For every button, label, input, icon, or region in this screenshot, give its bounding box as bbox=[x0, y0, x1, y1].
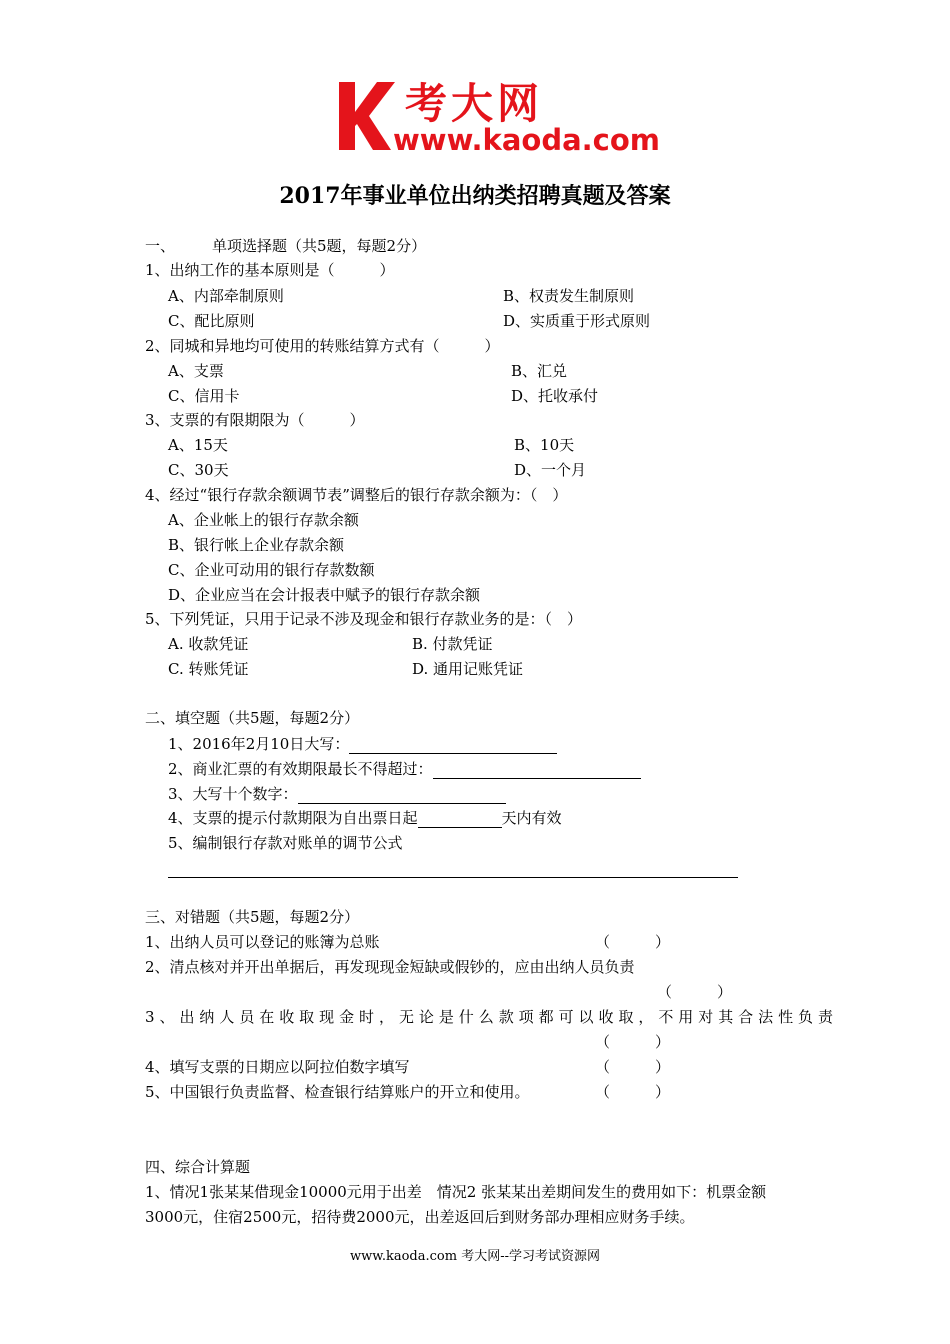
option-b: B、10天 bbox=[514, 436, 575, 454]
option-a: A. 收款凭证 bbox=[168, 635, 249, 653]
question-stem: 4、经过“银行存款余额调节表”调整后的银行存款余额为：（ ） bbox=[145, 486, 568, 504]
answer-parentheses: （ ） bbox=[595, 1083, 671, 1101]
option-d: D、一个月 bbox=[514, 461, 587, 479]
option-c: C、信用卡 bbox=[168, 387, 240, 405]
k-logo-icon bbox=[333, 78, 397, 154]
fill-question bbox=[168, 784, 506, 804]
fill-question bbox=[168, 734, 557, 754]
true-false-question: 1、出纳人员可以登记的账簿为总账 bbox=[145, 933, 380, 951]
answer-line bbox=[168, 877, 738, 878]
answer-blank bbox=[433, 762, 641, 779]
option-c: C. 转账凭证 bbox=[168, 660, 249, 678]
fill-question-text: 1、2016年2月10日大写： bbox=[168, 735, 350, 753]
question-stem: 3、支票的有限期限为（ ） bbox=[145, 411, 365, 429]
option-b: B、银行帐上企业存款余额 bbox=[168, 536, 345, 554]
question-stem: 1、出纳工作的基本原则是（ ） bbox=[145, 261, 395, 279]
fill-question-text: 4、支票的提示付款期限为自出票日起 bbox=[168, 809, 418, 827]
option-d: D. 通用记账凭证 bbox=[412, 660, 524, 678]
true-false-question: 2、清点核对并开出单据后，再发现现金短缺或假钞的，应由出纳人员负责 bbox=[145, 958, 635, 976]
true-false-question: 5、中国银行负责监督、检查银行结算账户的开立和使用。 bbox=[145, 1083, 530, 1101]
fill-question-text: 2、商业汇票的有效期限最长不得超过： bbox=[168, 760, 433, 778]
section2-heading: 二、填空题（共5题，每题2分） bbox=[145, 709, 360, 727]
question-stem: 2、同城和异地均可使用的转账结算方式有（ ） bbox=[145, 337, 500, 355]
answer-parentheses: （ ） bbox=[657, 983, 733, 1001]
option-a: A、内部牵制原则 bbox=[168, 287, 284, 305]
fill-question-text: 天内有效 bbox=[501, 809, 562, 827]
answer-blank bbox=[298, 787, 506, 804]
section3-heading: 三、对错题（共5题，每题2分） bbox=[145, 908, 360, 926]
section1-heading-number: 一、 bbox=[145, 237, 176, 255]
option-a: A、企业帐上的银行存款余额 bbox=[168, 511, 359, 529]
fill-question-text: 5、编制银行存款对账单的调节公式 bbox=[168, 834, 403, 852]
logo-brand-text: 考大网 bbox=[405, 79, 544, 128]
answer-blank bbox=[349, 737, 557, 754]
option-d: D、企业应当在会计报表中赋予的银行存款余额 bbox=[168, 586, 481, 604]
calc-question-line: 3000元，住宿2500元，招待费2000元，出差返回后到财务部办理相应财务手续。 bbox=[145, 1208, 695, 1226]
answer-parentheses: （ ） bbox=[595, 1058, 671, 1076]
option-b: B、权责发生制原则 bbox=[503, 287, 635, 305]
page-title: 2017年事业单位出纳类招聘真题及答案 bbox=[279, 183, 671, 209]
fill-question bbox=[168, 759, 641, 779]
question-stem: 5、下列凭证，只用于记录不涉及现金和银行存款业务的是：（ ） bbox=[145, 610, 583, 628]
true-false-question: 4、填写支票的日期应以阿拉伯数字填写 bbox=[145, 1058, 410, 1076]
page-footer: www.kaoda.com 考大网--学习考试资源网 bbox=[350, 1249, 600, 1264]
fill-question bbox=[168, 808, 562, 828]
logo-url-text: www.kaoda.com bbox=[393, 123, 660, 157]
option-c: C、配比原则 bbox=[168, 312, 255, 330]
kaoda-logo bbox=[333, 78, 660, 158]
section1-heading: 单项选择题（共5题，每题2分） bbox=[212, 237, 427, 255]
fill-question-text: 3、大写十个数字： bbox=[168, 785, 298, 803]
answer-parentheses: （ ） bbox=[595, 1033, 671, 1051]
answer-blank bbox=[418, 811, 502, 828]
option-c: C、企业可动用的银行存款数额 bbox=[168, 561, 375, 579]
option-a: A、15天 bbox=[168, 436, 228, 454]
option-c: C、30天 bbox=[168, 461, 229, 479]
section4-heading: 四、综合计算题 bbox=[145, 1158, 251, 1176]
option-b: B、汇兑 bbox=[511, 362, 568, 380]
option-d: D、托收承付 bbox=[511, 387, 599, 405]
option-b: B. 付款凭证 bbox=[412, 635, 493, 653]
option-d: D、实质重于形式原则 bbox=[503, 312, 651, 330]
true-false-question: 3、出纳人员在收取现金时，无论是什么款项都可以收取，不用对其合法性负责 bbox=[145, 1008, 833, 1026]
calc-question-line: 1、情况1张某某借现金10000元用于出差 情况2 张某某出差期间发生的费用如下：机票金额 bbox=[145, 1183, 767, 1201]
answer-parentheses: （ ） bbox=[595, 933, 671, 951]
option-a: A、支票 bbox=[168, 362, 224, 380]
